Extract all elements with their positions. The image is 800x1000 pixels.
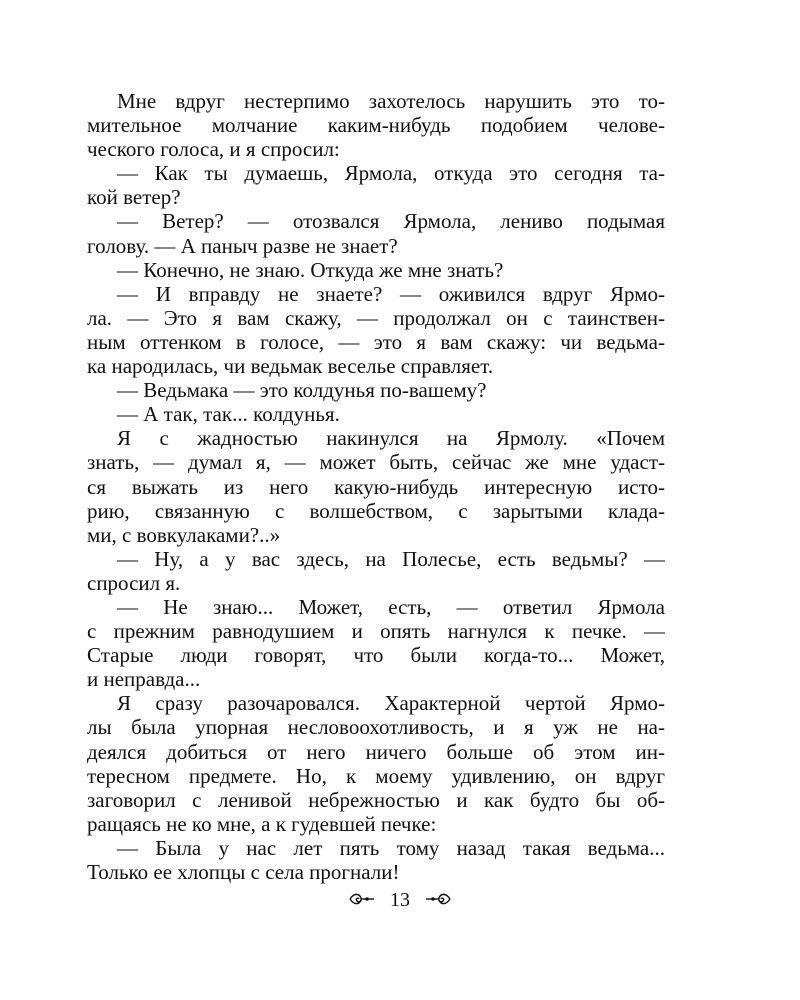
text-line: — И вправду не знаете? — оживился вдруг Ярмо- xyxy=(117,281,665,306)
ornament-right-icon xyxy=(425,887,451,913)
text-line: Старые люди говорят, что были когда-то... Может, xyxy=(87,643,665,668)
text-line: ла. — Это я вам скажу, — продолжал он с таинствен- xyxy=(87,305,665,330)
text-line: и неправда... xyxy=(87,667,201,692)
text-line: Только ее хлопцы с села прогнали! xyxy=(87,860,400,884)
text-line: — Ну, а у вас здесь, на Полесье, есть ведьмы? — xyxy=(117,546,665,571)
text-line: с прежним равнодушием и опять нагнулся к печке. — xyxy=(87,619,665,644)
text-line: — Ветер? — отозвался Ярмола, лениво подымая xyxy=(117,209,665,234)
text-line: мительное молчание каким-нибудь подобием челове- xyxy=(87,113,665,138)
text-line: деялся добиться от него ничего больше об этом ин- xyxy=(87,739,665,764)
text-line: знать, — думал я, — может быть, сейчас же мне удаст- xyxy=(87,450,665,475)
text-line: лы была упорная несловоохотливость, и я уж не на- xyxy=(87,715,665,740)
text-line: — Была у нас лет пять тому назад такая ведьма... xyxy=(117,835,665,860)
page-number: 13 xyxy=(390,889,410,912)
text-line: Я сразу разочаровался. Характерной чертой Ярмо- xyxy=(117,691,665,716)
text-line: ным оттенком в голосе, — это я вам скажу: чи ведьма- xyxy=(87,329,665,354)
text-line: заговорил с ленивой небрежностью и как будто бы об- xyxy=(87,787,665,812)
text-line: голову. — А паныч разве не знает? xyxy=(87,233,398,258)
text-line: Я с жадностью накинулся на Ярмолу. «Почем xyxy=(117,426,665,451)
text-line: ращаясь не ко мне, а к гудевшей печке: xyxy=(87,811,437,836)
text-line: ка народилась, чи ведьмак веселье справляет. xyxy=(87,354,494,379)
text-line: ческого голоса, и я спросил: xyxy=(87,137,340,162)
text-line: тересном предмете. Но, к моему удивлению, он вдруг xyxy=(87,763,665,788)
ornament-left-icon xyxy=(349,887,375,913)
text-line: кой ветер? xyxy=(87,185,181,210)
text-line: спросил я. xyxy=(87,570,181,595)
page-footer xyxy=(0,886,800,913)
body-text xyxy=(87,89,665,884)
text-line: Мне вдруг нестерпимо захотелось нарушить это то- xyxy=(117,89,665,113)
text-line: — Ведьмака — это колдунья по-вашему? xyxy=(117,378,487,403)
text-line: рию, связанную с волшебством, с зарытыми клада- xyxy=(87,498,665,523)
text-line: — А так, так... колдунья. xyxy=(117,402,340,427)
text-line: — Конечно, не знаю. Откуда же мне знать? xyxy=(117,257,504,282)
text-line: — Не знаю... Может, есть, — ответил Ярмола xyxy=(117,594,665,619)
text-line: ми, с вовкулаками?..» xyxy=(87,522,281,547)
text-line: — Как ты думаешь, Ярмола, откуда это сегодня та- xyxy=(117,161,665,186)
text-line: ся выжать из него какую-нибудь интересную исто- xyxy=(87,474,665,499)
